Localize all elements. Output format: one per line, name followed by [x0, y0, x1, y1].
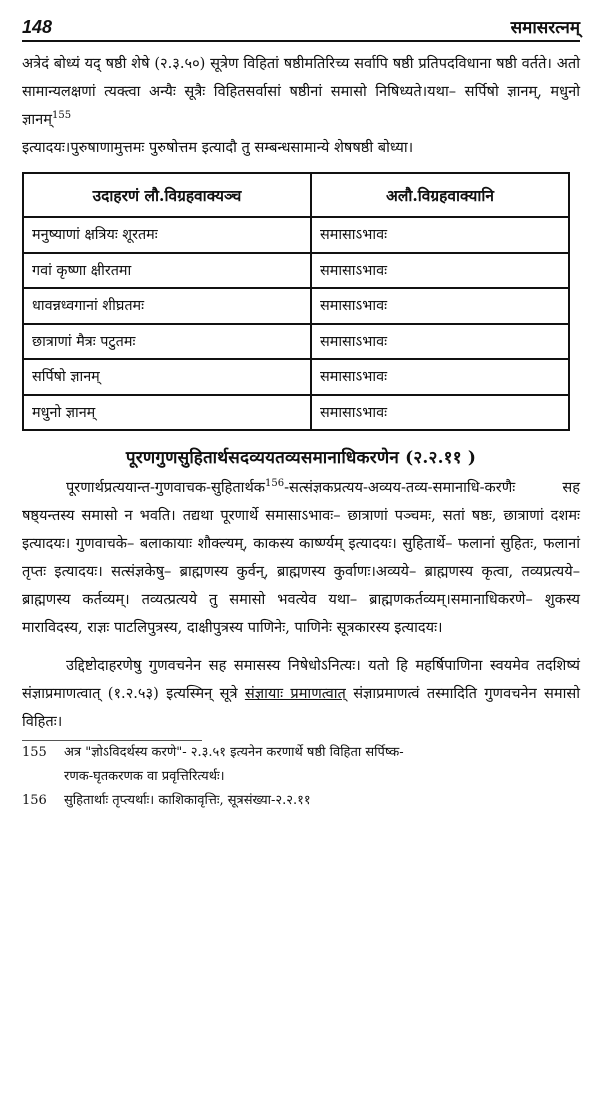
- table-row: [23, 253, 569, 289]
- table-row: [23, 217, 569, 253]
- column-header-alaukika: अलौ.विग्रहवाक्यानि: [311, 173, 569, 217]
- footnote-ref-155[interactable]: 155: [51, 110, 72, 122]
- table-cell-example: गवां कृष्णा क्षीरतमा: [23, 253, 311, 289]
- table-cell-result: समासाऽभावः: [311, 395, 569, 431]
- footnote-ref-156[interactable]: 156: [265, 478, 285, 490]
- page-number: 148: [22, 17, 53, 37]
- table-cell-example: सर्पिषो ज्ञानम्: [23, 359, 311, 395]
- section-paragraph-2: [22, 652, 580, 736]
- examples-table: [22, 172, 570, 431]
- section-para2-a: उद्दिष्टोदाहरणेषु गुणवचनेन सह समासस्य निषेधोऽनित्यः। यतो हि महर्षिपाणिना स्वयमेव तदशिष्यं संज्ञाप्रमाणत्वात् (१.२.५३) इत्यस्मिन् सूत्रे: [22, 657, 580, 702]
- running-title: समासरत्नम्: [510, 18, 580, 38]
- book-page: [22, 8, 580, 813]
- underlined-phrase: संज्ञायाः प्रमाणत्वात्: [244, 685, 346, 702]
- section-para2-b: संज्ञाप्रमाणत्वं तस्मादिति गुणवचनेन समासो विहितः।: [22, 685, 581, 730]
- footnote-156: [22, 789, 580, 813]
- column-header-examples: उदाहरणं लौ.विग्रहवाक्यञ्च: [23, 173, 311, 217]
- section-para1-a: पूरणार्थप्रत्ययान्त-गुणवाचक-सुहितार्थक: [66, 479, 265, 496]
- table-cell-result: समासाऽभावः: [311, 288, 569, 324]
- table-row: [23, 359, 569, 395]
- table-cell-result: समासाऽभावः: [311, 253, 569, 289]
- table-row: [23, 324, 569, 360]
- table-cell-example: धावन्नध्वगानां शीघ्रतमः: [23, 288, 311, 324]
- footnotes: [22, 741, 580, 813]
- table-cell-example: छात्राणां मैत्रः पटुतमः: [23, 324, 311, 360]
- table-cell-result: समासाऽभावः: [311, 217, 569, 253]
- table-row: [23, 288, 569, 324]
- section-heading: पूरणगुणसुहितार्थसदव्ययतव्यसमानाधिकरणेन (२.२.११ ): [125, 448, 477, 468]
- footnote-number: 155: [22, 745, 47, 760]
- section-para1-b: -सत्संज्ञकप्रत्यय-अव्यय-तव्य-समानाधि-करणैः सह षष्ठ्यन्तस्य समासो न भवति। तद्यथा पूरणार्थे समासाऽभावः– छात्राणां पञ्चमः, सतां षष्ठः, छात्राणां दशमः इत्यादयः। गुणवाचके– बलाकायाः शौक्ल्यम्, काकस्य कार्ष्ण्यम् इत्यादयः। सुहितार्थे– फलानां सुहितः, फलानां तृप्तः इत्यादयः। सत्संज्ञकेषु– ब्राह्मणस्य कुर्वन्, ब्राह्मणस्य कुर्वाणः।अव्यये– ब्राह्मणस्य कृत्वा, तव्यप्रत्यये– ब्राह्मणस्य कर्तव्यम्। तव्यत्प्रत्यये तु समासो भवत्येव यथा– ब्राह्मणकर्तव्यम्।समानाधिकरणे– शुकस्य माराविदस्य, राज्ञः पाटलिपुत्रस्य, दाक्षीपुत्रस्य पाणिनेः, पाणिनेः सूत्रकारस्य इत्यादयः।: [22, 479, 580, 636]
- footnote-text: सुहितार्थाः तृप्त्यर्थाः। काशिकावृत्तिः, सूत्रसंख्या-२.२.११: [64, 793, 311, 808]
- table-cell-example: मधुनो ज्ञानम्: [23, 395, 311, 431]
- footnote-text: अत्र "ज्ञोऽविदर्थस्य करणे"- २.३.५१ इत्यनेन करणार्थे षष्ठी विहिता सर्पिष्क-: [64, 745, 404, 760]
- table-header-row: [23, 173, 569, 217]
- footnote-155: [22, 741, 580, 765]
- table-cell-result: समासाऽभावः: [311, 324, 569, 360]
- intro-text-after: इत्यादयः।पुरुषाणामुत्तमः पुरुषोत्तम इत्यादौ तु सम्बन्धसामान्ये शेषषष्ठी बोध्या।: [22, 139, 414, 156]
- table-cell-result: समासाऽभावः: [311, 359, 569, 395]
- table-row: [23, 395, 569, 431]
- footnote-continuation: रणक-घृतकरणक वा प्रवृत्तिरित्यर्थः।: [64, 769, 225, 784]
- section-paragraph-1: [22, 474, 580, 642]
- page-header: [22, 8, 580, 42]
- intro-text: अत्रेदं बोध्यं यद् षष्ठी शेषे (२.३.५०) सूत्रेण विहितां षष्ठीमतिरिच्य सर्वापि षष्ठी प्रतिपदविधाना षष्ठी वर्तते। अतो सामान्यलक्षणां त्यक्त्वा अन्यैः सूत्रैः विहितसर्वासां षष्ठीनां समासो निषिध्यते।यथा– सर्पिषो ज्ञानम्, मधुनो ज्ञानम्: [22, 55, 580, 128]
- footnote-number: 156: [22, 793, 47, 808]
- table-cell-example: मनुष्याणां क्षत्रियः शूरतमः: [23, 217, 311, 253]
- intro-paragraph: [22, 50, 580, 162]
